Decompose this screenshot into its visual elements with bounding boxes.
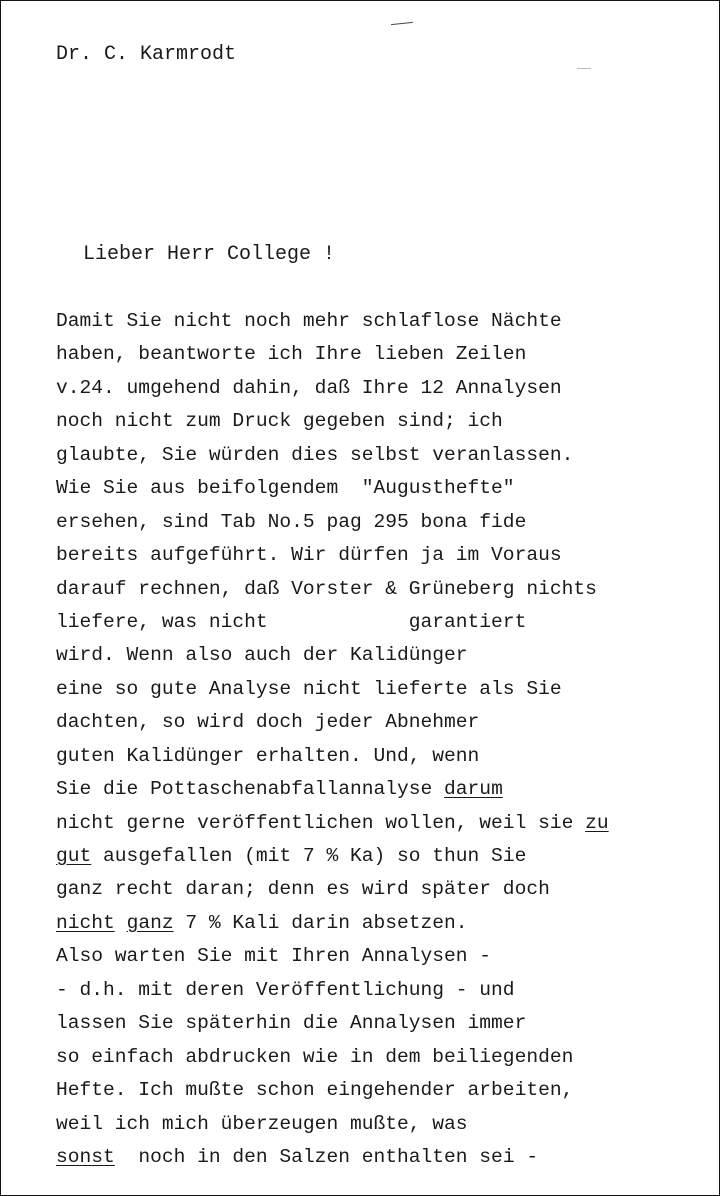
letter-line: noch nicht zum Druck gegeben sind; ich <box>56 410 503 433</box>
letter-line: ersehen, sind Tab No.5 pag 295 bona fide <box>56 510 527 533</box>
underlined-word: gut <box>56 845 92 867</box>
scan-speck <box>391 22 413 25</box>
letter-line: liefere, was nicht garantiert <box>56 610 527 633</box>
letter-line <box>56 911 706 944</box>
line-text: nicht gerne veröffentlichen wollen, weil sie <box>56 811 586 834</box>
line-text: Sie die Pottaschenabfallannalyse <box>56 778 445 801</box>
letter-line: v.24. umgehend dahin, daß Ihre 12 Annalysen <box>56 376 562 399</box>
letter-body <box>56 309 706 1178</box>
letter-line: haben, beantworte ich Ihre lieben Zeilen <box>56 343 527 366</box>
underlined-word: ganz <box>126 911 174 934</box>
letter-line: bereits aufgeführt. Wir dürfen ja im Voraus <box>56 544 562 567</box>
salutation: Lieber Herr College ! <box>83 243 336 266</box>
letter-line: Damit Sie nicht noch mehr schlaflose Nächte <box>56 310 562 332</box>
letter-line: Hefte. Ich mußte schon eingehender arbeiten, <box>56 1079 574 1102</box>
line-text: noch in den Salzen enthalten sei - <box>114 1145 539 1168</box>
letter-line: lassen Sie späterhin die Annalysen immer <box>56 1012 527 1035</box>
underlined-word: sonst <box>56 1145 115 1168</box>
letter-line: dachten, so wird doch jeder Abnehmer <box>56 711 480 734</box>
letter-line: Also warten Sie mit Ihren Annalysen - <box>56 945 492 968</box>
addressee: Dr. C. Karmrodt <box>56 43 237 66</box>
line-text <box>115 912 127 934</box>
line-text: 7 % Kali darin absetzen. <box>173 911 468 934</box>
line-text: ausgefallen (mit 7 % Ka) so thun Sie <box>91 845 527 867</box>
letter-line <box>56 777 706 810</box>
letter-line <box>56 844 706 877</box>
underlined-word: nicht <box>56 911 115 934</box>
letter-line <box>56 1145 706 1178</box>
letter-line: darauf rechnen, daß Vorster & Grüneberg nichts <box>56 577 597 600</box>
letter-line: glaubte, Sie würden dies selbst veranlassen. <box>56 443 574 466</box>
underlined-word: zu <box>585 811 609 834</box>
letter-line: ganz recht daran; denn es wird später doch <box>56 878 550 901</box>
letter-line: eine so gute Analyse nicht lieferte als Sie <box>56 677 562 700</box>
letter-line: weil ich mich überzeugen mußte, was <box>56 1112 468 1135</box>
scan-speck <box>577 68 591 69</box>
letter-line: wird. Wenn also auch der Kalidünger <box>56 644 468 667</box>
letter-line <box>56 811 706 844</box>
letter-line: Wie Sie aus beifolgendem "Augusthefte" <box>56 477 515 500</box>
underlined-word: darum <box>444 778 503 801</box>
letter-line: guten Kalidünger erhalten. Und, wenn <box>56 744 480 767</box>
letter-line: - d.h. mit deren Veröffentlichung - und <box>56 978 515 1001</box>
letter-line: so einfach abdrucken wie in dem beiliegenden <box>56 1045 574 1068</box>
